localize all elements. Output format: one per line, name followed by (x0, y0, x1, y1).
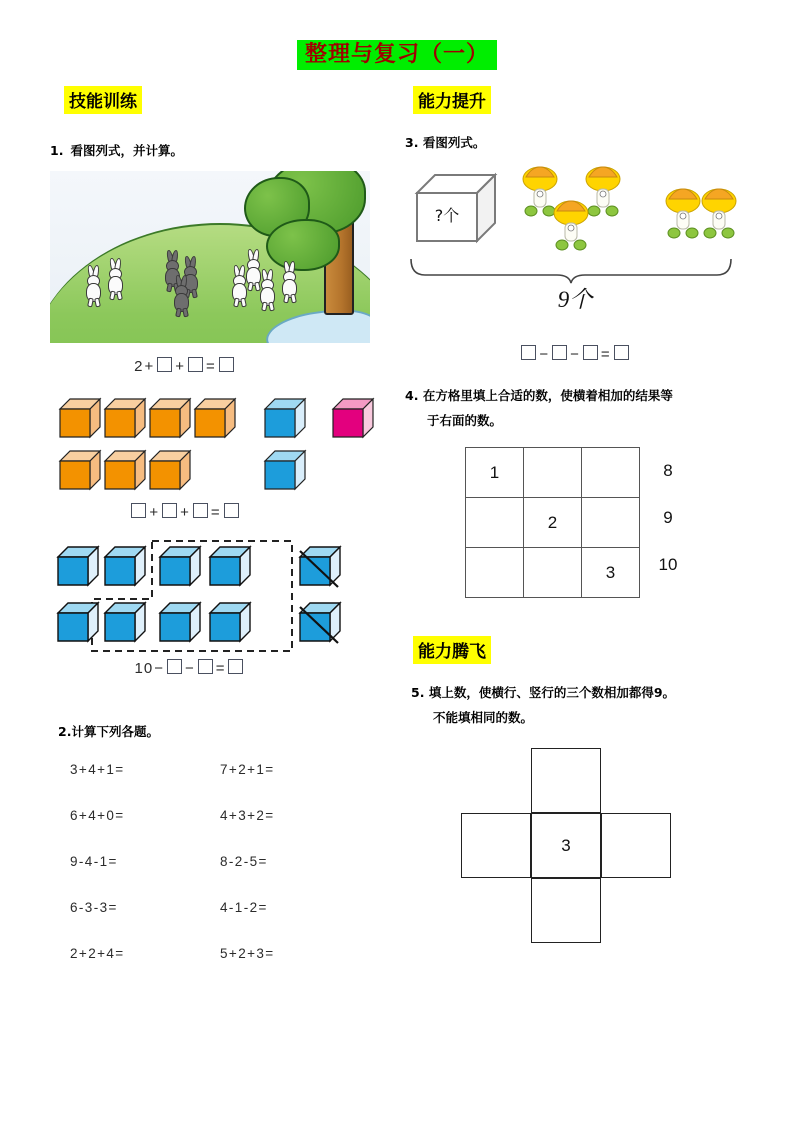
question-4-text (405, 383, 755, 408)
rabbit-white (282, 279, 297, 298)
grid-cell[interactable] (524, 548, 582, 598)
answer-box[interactable] (131, 503, 146, 518)
left-column (50, 86, 380, 961)
cross-cell-top[interactable] (531, 748, 601, 813)
mushroom-scene-image (405, 159, 755, 349)
row-sum-value: 9 (663, 508, 673, 527)
calc-problem[interactable]: 2+2+4= (70, 946, 125, 961)
rabbit-white (86, 283, 101, 302)
mushroom-icon (663, 185, 703, 241)
rabbit-white (108, 276, 123, 295)
calc-problem[interactable]: 6-3-3= (70, 900, 118, 915)
calc-problem[interactable]: 3+4+1= (70, 762, 125, 777)
question-1-text (50, 138, 380, 163)
right-column (405, 86, 755, 943)
answer-box[interactable] (219, 357, 234, 372)
grid-cell[interactable]: 2 (524, 498, 582, 548)
question-5-label-line1: 填上数，使横行、竖行的三个数相加都得9。 (428, 685, 676, 700)
calc-problem[interactable]: 5+2+3= (220, 946, 275, 961)
table-row (466, 548, 640, 598)
calc-problem[interactable]: 4-1-2= (220, 900, 268, 915)
question-5-label-line2: 不能填相同的数。 (433, 710, 534, 725)
question-1-label: 看图列式，并计算。 (70, 143, 183, 158)
calc-problem[interactable]: 4+3+2= (220, 808, 275, 823)
equation-1-lead: 2 (134, 358, 144, 375)
equation-4: − − = (425, 345, 725, 363)
question-1-number: 1. (50, 143, 64, 158)
question-5-text (411, 680, 755, 705)
answer-box[interactable] (167, 659, 182, 674)
calc-problem[interactable]: 7+2+1= (220, 762, 275, 777)
rabbit-white (232, 283, 247, 302)
rabbit-scene-image (50, 171, 370, 343)
question-2-label: 计算下列各题。 (71, 724, 159, 739)
question-box-label: ?个 (434, 206, 460, 225)
cubes-svg (50, 393, 380, 501)
rabbit-gray (174, 293, 189, 312)
answer-box[interactable] (188, 357, 203, 372)
section-header-ability: 能力提升 (413, 86, 491, 114)
question-2-number: 2. (58, 724, 72, 739)
answer-box[interactable] (224, 503, 239, 518)
question-2-text (58, 719, 380, 744)
calculation-list (70, 762, 380, 961)
rabbit-white (246, 267, 261, 286)
equation-3-lead: 10 (134, 660, 154, 677)
cross-cell-right[interactable] (601, 813, 671, 878)
row-sum-value: 8 (663, 461, 673, 480)
grid-cell[interactable] (582, 448, 640, 498)
answer-box[interactable] (193, 503, 208, 518)
question-3-label: 看图列式。 (422, 135, 486, 150)
question-5-text-line2 (411, 705, 755, 730)
cross-cell-bottom[interactable] (531, 878, 601, 943)
blue-cube-group-image (50, 537, 380, 655)
question-3-text (405, 130, 755, 155)
mushroom-icon (551, 197, 591, 253)
grid-cell[interactable] (466, 548, 524, 598)
blue-cubes-svg (50, 537, 380, 655)
question-box-icon (413, 171, 501, 249)
grid-table (465, 447, 640, 598)
calc-problem[interactable]: 9-4-1= (70, 854, 118, 869)
answer-box[interactable] (157, 357, 172, 372)
grid-cell[interactable] (582, 498, 640, 548)
cross-grid-q5 (451, 748, 691, 943)
question-4-label-line2: 于右面的数。 (427, 413, 503, 428)
grid-cell[interactable]: 1 (466, 448, 524, 498)
section-header-skills: 技能训练 (64, 86, 142, 114)
section-header-takeoff: 能力腾飞 (413, 636, 491, 664)
row-sums (650, 447, 686, 588)
question-4-text-line2 (405, 408, 755, 433)
mushroom-icon (699, 185, 739, 241)
total-label: 9个 (557, 287, 593, 312)
question-3-number: 3. (405, 135, 419, 150)
table-row (466, 498, 640, 548)
question-4-label-line1: 在方格里填上合适的数，使横着相加的结果等 (422, 388, 673, 403)
page-title-wrap (0, 40, 794, 70)
answer-box[interactable] (162, 503, 177, 518)
table-row (466, 448, 640, 498)
question-4-number: 4. (405, 388, 419, 403)
calc-problem[interactable]: 6+4+0= (70, 808, 125, 823)
equation-2: + + = (50, 503, 320, 521)
equation-3: 10− − = (50, 659, 330, 677)
row-sum-value: 10 (658, 555, 678, 574)
calc-problem[interactable]: 8-2-5= (220, 854, 268, 869)
answer-box[interactable] (198, 659, 213, 674)
answer-box[interactable] (228, 659, 243, 674)
cross-cell-left[interactable] (461, 813, 531, 878)
number-grid-q4 (465, 447, 715, 598)
cross-cell-center[interactable]: 3 (531, 813, 601, 878)
page-title: 整理与复习（一） (297, 40, 497, 70)
grid-cell[interactable]: 3 (582, 548, 640, 598)
rabbit-white (260, 287, 275, 306)
equation-1: 2+ + = (50, 357, 320, 375)
question-5-number: 5. (411, 685, 425, 700)
grid-cell[interactable] (466, 498, 524, 548)
grid-cell[interactable] (524, 448, 582, 498)
tree-foliage (266, 219, 340, 271)
cube-group-image (50, 393, 380, 501)
